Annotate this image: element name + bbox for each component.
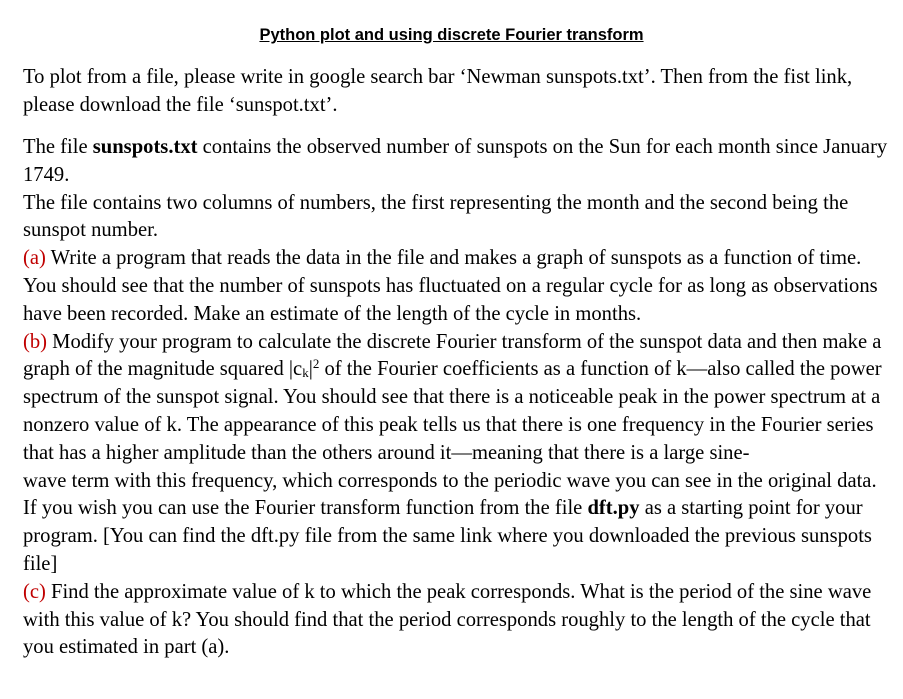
part-c-label: (c) xyxy=(23,580,46,603)
part-b-text-2: | xyxy=(308,358,313,381)
part-c xyxy=(23,579,895,662)
intro-text: To plot from a file, please write in google search bar ‘Newman sunspots.txt’. Then from the fist link, please download the file ‘sunspot.txt’. xyxy=(23,66,853,116)
part-b-text-1: Modify your program to calculate the discrete Fourier transform of the sunspot data and then make a graph of the magnitude squared |c xyxy=(23,330,882,381)
file-desc-prefix: The file xyxy=(23,136,93,158)
part-b xyxy=(23,329,895,579)
filename-dft: dft.py xyxy=(587,497,640,520)
part-b-text-5: as a starting point for your program. [You can find the dft.py file from the same link where you downloaded the previous sunspots file] xyxy=(23,497,872,575)
file-desc-suffix: contains the observed number of sunspots on the Sun for each month since January 1749. xyxy=(23,136,888,186)
file-description xyxy=(23,134,895,190)
part-a xyxy=(23,245,895,328)
part-b-text-3: of the Fourier coefficients as a function of k—also called the power spectrum of the sunspot signal. You should see that there is a noticeable peak in the power spectrum at a nonzero value of k. The appearance of this peak tells us that there is one frequency in the Fourier series that has a higher amplitude than the others around it—meaning that there is a large sine- xyxy=(23,358,882,464)
part-a-label: (a) xyxy=(23,247,46,270)
subscript-k: k xyxy=(302,365,309,381)
problem-body xyxy=(23,134,895,662)
intro-paragraph xyxy=(23,64,895,120)
page-title: Python plot and using discrete Fourier transform xyxy=(259,26,644,44)
part-c-text: Find the approximate value of k to which the peak corresponds. What is the period of the sine wave with this value of k? You should find that the period corresponds roughly to the length of the cycle that you estimated in part (a). xyxy=(23,580,872,659)
part-b-text-4: wave term with this frequency, which corresponds to the periodic wave you can see in the original data. If you wish you can use the Fourier transform function from the file xyxy=(23,469,877,520)
part-b-label: (b) xyxy=(23,330,48,353)
part-a-text: Write a program that reads the data in the file and makes a graph of sunspots as a function of time. You should see that the number of sunspots has fluctuated on a regular cycle for as long as observations have been recorded. Make an estimate of the length of the cycle in months. xyxy=(23,247,878,325)
columns-description: The file contains two columns of numbers, the first representing the month and the second being the sunspot number. xyxy=(23,191,849,242)
filename-sunspots: sunspots.txt xyxy=(92,136,198,158)
superscript-2: 2 xyxy=(312,356,320,372)
